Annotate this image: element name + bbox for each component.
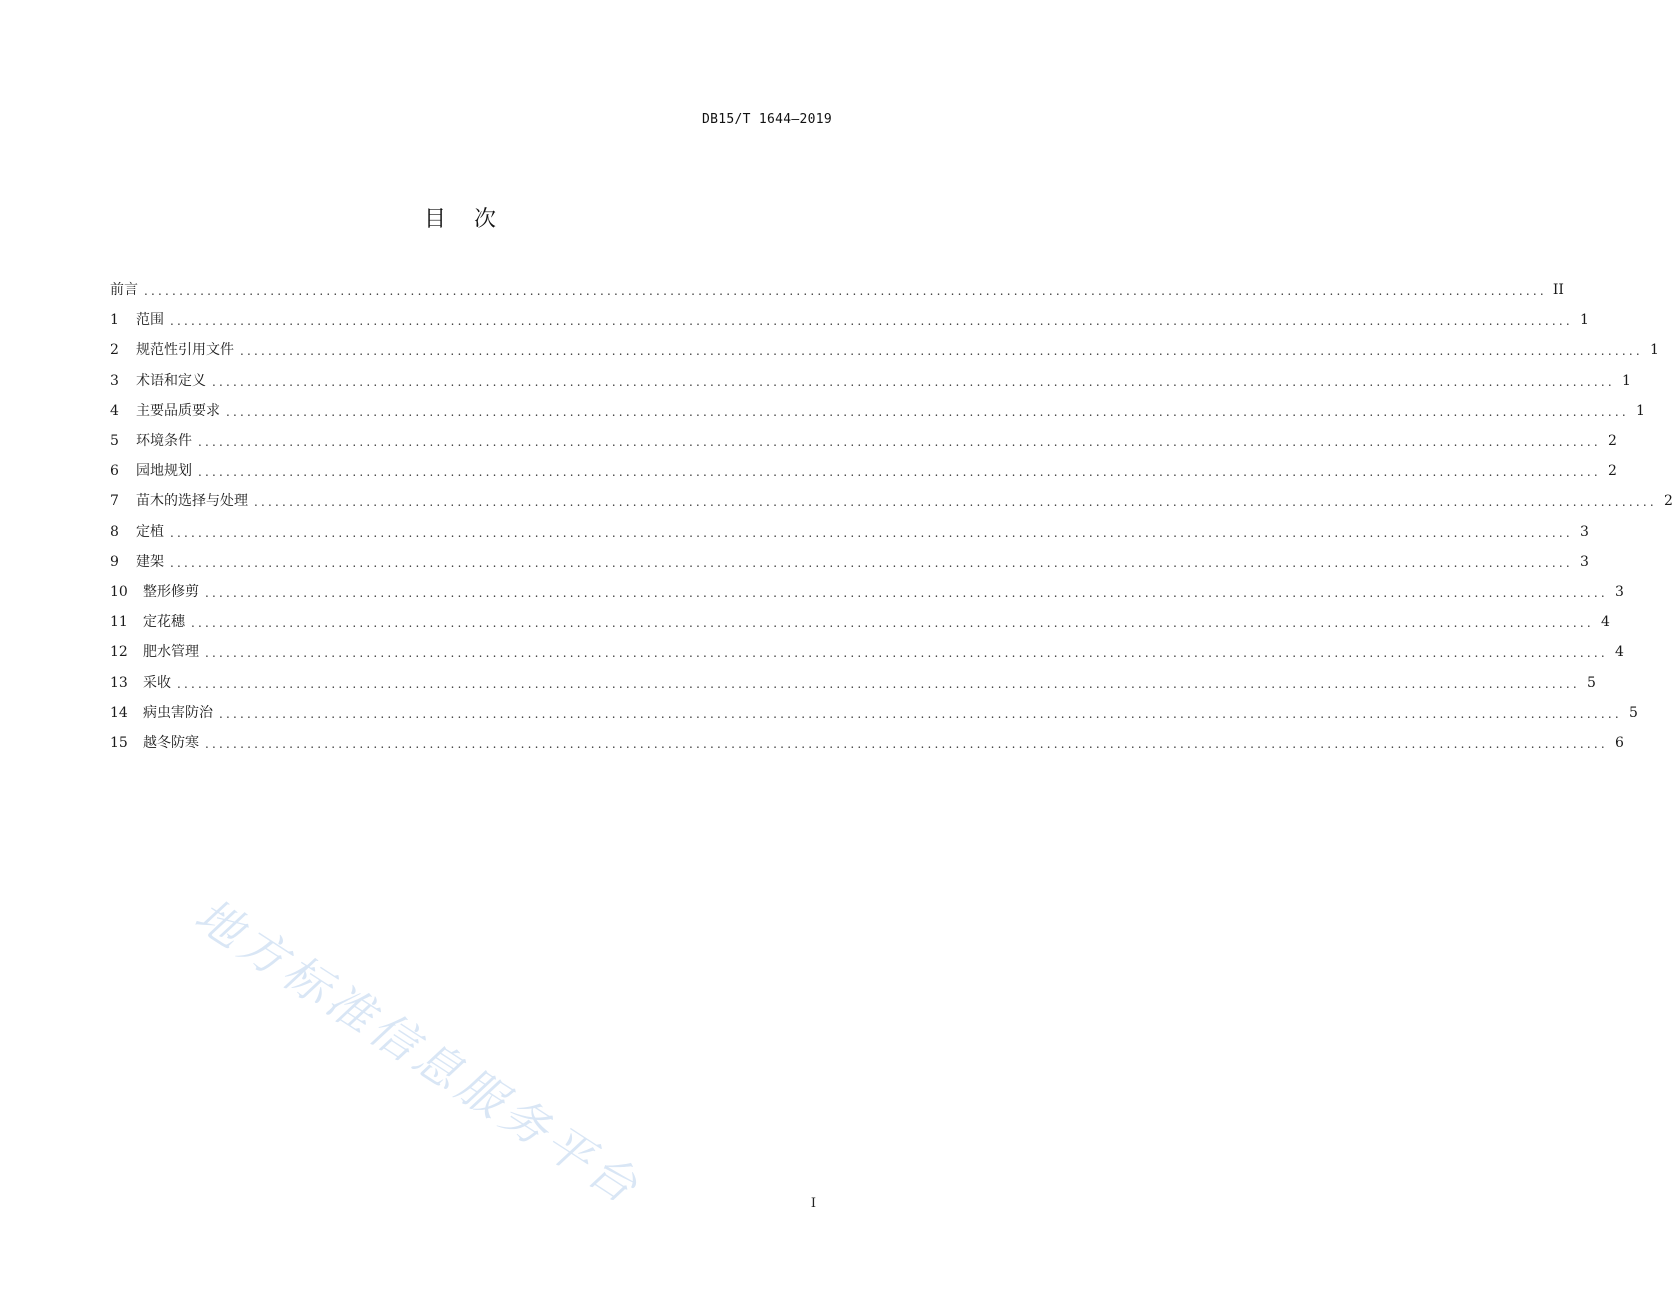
toc-leader-dots: ........................................................................................................................................................................................................ bbox=[177, 676, 1580, 691]
toc-entry-page: 6 bbox=[1614, 734, 1624, 751]
toc-entry-page: II bbox=[1552, 282, 1564, 299]
toc-entry-number: 8 bbox=[110, 523, 119, 540]
toc-entry-number: 14 bbox=[110, 704, 128, 721]
toc-entry-page: 1 bbox=[1649, 342, 1659, 359]
page-title: 目次 bbox=[423, 207, 524, 232]
toc-leader-dots: ........................................................................................................................................................................................................ bbox=[198, 465, 1601, 480]
toc-leader-dots: ........................................................................................................................................................................................................ bbox=[170, 314, 1573, 329]
watermark: 地方标准信息服务平台 bbox=[185, 887, 652, 1217]
toc-entry-page: 4 bbox=[1614, 644, 1624, 661]
toc-entry[interactable] bbox=[110, 305, 1589, 335]
toc-entry[interactable] bbox=[110, 335, 1659, 365]
toc-leader-dots: ........................................................................................................................................................................................................ bbox=[219, 706, 1622, 721]
toc-leader-dots: ........................................................................................................................................................................................................ bbox=[170, 525, 1573, 540]
toc-entry-label: 肥水管理 bbox=[143, 644, 199, 661]
toc-entry-page: 1 bbox=[1579, 312, 1589, 329]
toc-entry-label: 采收 bbox=[143, 674, 171, 691]
toc-entry[interactable] bbox=[110, 637, 1624, 667]
toc-leader-dots: ........................................................................................................................................................................................................ bbox=[226, 404, 1629, 419]
toc-entry-number: 7 bbox=[110, 493, 119, 510]
toc-entry-page: 2 bbox=[1607, 433, 1617, 450]
toc-entry-number: 6 bbox=[110, 463, 119, 480]
toc-entry-number: 3 bbox=[110, 372, 119, 389]
toc-entry-page: 2 bbox=[1607, 463, 1617, 480]
toc-leader-dots: ........................................................................................................................................................................................................ bbox=[240, 344, 1643, 359]
toc-entry-page: 1 bbox=[1635, 402, 1645, 419]
toc-entry[interactable] bbox=[110, 396, 1645, 426]
toc-entry[interactable] bbox=[110, 275, 1564, 305]
toc-entry-label: 苗木的选择与处理 bbox=[136, 493, 248, 510]
toc-entry-label: 术语和定义 bbox=[136, 372, 206, 389]
toc-entry-label: 园地规划 bbox=[136, 463, 192, 480]
toc-entry-number: 12 bbox=[110, 644, 128, 661]
toc-entry-number: 5 bbox=[110, 433, 119, 450]
toc-entry-number: 13 bbox=[110, 674, 128, 691]
toc-entry[interactable] bbox=[110, 517, 1589, 547]
toc-entry-page: 3 bbox=[1579, 553, 1589, 570]
page-number: I bbox=[810, 1196, 816, 1211]
toc-leader-dots: ........................................................................................................................................................................................................ bbox=[205, 736, 1608, 751]
toc-entry-page: 5 bbox=[1628, 704, 1638, 721]
toc-entry[interactable] bbox=[110, 577, 1624, 607]
toc-entry-label: 主要品质要求 bbox=[136, 402, 220, 419]
toc-entry-page: 4 bbox=[1600, 614, 1610, 631]
toc-leader-dots: ........................................................................................................................................................................................................ bbox=[198, 435, 1601, 450]
toc-leader-dots: ........................................................................................................................................................................................................ bbox=[254, 495, 1657, 510]
toc-entry-number: 9 bbox=[110, 553, 119, 570]
toc-entry-page: 3 bbox=[1614, 583, 1624, 600]
toc-entry-label: 整形修剪 bbox=[143, 583, 199, 600]
toc-entry-number: 2 bbox=[110, 342, 119, 359]
table-of-contents bbox=[110, 275, 1673, 758]
toc-entry[interactable] bbox=[110, 366, 1631, 396]
toc-entry[interactable] bbox=[110, 698, 1638, 728]
toc-leader-dots: ........................................................................................................................................................................................................ bbox=[212, 374, 1615, 389]
toc-entry-label: 定植 bbox=[136, 523, 164, 540]
toc-leader-dots: ........................................................................................................................................................................................................ bbox=[205, 646, 1608, 661]
toc-leader-dots: ........................................................................................................................................................................................................ bbox=[144, 284, 1547, 299]
toc-leader-dots: ........................................................................................................................................................................................................ bbox=[170, 555, 1573, 570]
toc-entry[interactable] bbox=[110, 607, 1610, 637]
toc-entry-label: 环境条件 bbox=[136, 433, 192, 450]
toc-entry-number: 10 bbox=[110, 583, 128, 600]
toc-entry-page: 1 bbox=[1621, 372, 1631, 389]
toc-entry-page: 2 bbox=[1663, 493, 1673, 510]
toc-entry[interactable] bbox=[110, 486, 1673, 516]
toc-leader-dots: ........................................................................................................................................................................................................ bbox=[205, 585, 1608, 600]
standard-code: DB15/T 1644—2019 bbox=[701, 112, 832, 127]
toc-entry-number: 4 bbox=[110, 402, 119, 419]
toc-entry[interactable] bbox=[110, 456, 1617, 486]
toc-entry-number: 11 bbox=[110, 614, 128, 631]
toc-entry-label: 建架 bbox=[136, 553, 164, 570]
toc-entry-label: 前言 bbox=[110, 282, 138, 299]
toc-entry[interactable] bbox=[110, 728, 1624, 758]
toc-entry[interactable] bbox=[110, 667, 1596, 697]
toc-leader-dots: ........................................................................................................................................................................................................ bbox=[191, 616, 1594, 631]
toc-entry-number: 15 bbox=[110, 734, 128, 751]
toc-entry-page: 5 bbox=[1586, 674, 1596, 691]
toc-entry-label: 规范性引用文件 bbox=[136, 342, 234, 359]
toc-entry-label: 越冬防寒 bbox=[143, 734, 199, 751]
toc-entry-label: 范围 bbox=[136, 312, 164, 329]
toc-entry-number: 1 bbox=[110, 312, 119, 329]
toc-entry[interactable] bbox=[110, 547, 1589, 577]
toc-entry[interactable] bbox=[110, 426, 1617, 456]
toc-entry-label: 病虫害防治 bbox=[143, 704, 213, 721]
toc-entry-page: 3 bbox=[1579, 523, 1589, 540]
toc-entry-label: 定花穗 bbox=[143, 614, 185, 631]
